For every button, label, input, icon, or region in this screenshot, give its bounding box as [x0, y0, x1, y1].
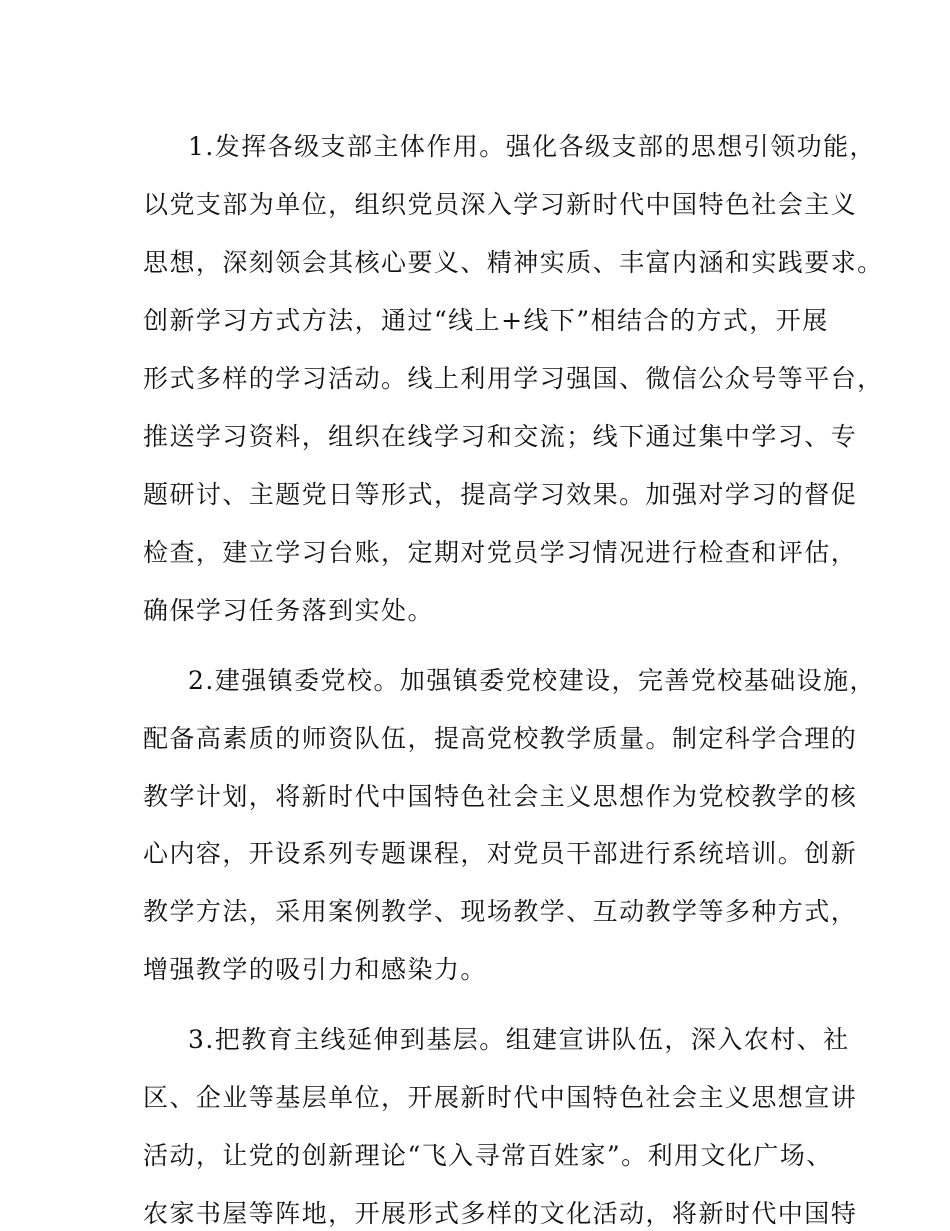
paragraph-line: 教学方法，采用案例教学、现场教学、互动教学等多种方式，	[143, 897, 858, 926]
paragraph-line: 教学计划，将新时代中国特色社会主义思想作为党校教学的核	[143, 782, 858, 811]
paragraph-line: 检查，建立学习台账，定期对党员学习情况进行检查和评估，	[143, 538, 858, 567]
paragraph-line: 题研讨、主题党日等形式，提高学习效果。加强对学习的督促	[143, 480, 858, 509]
paragraph-line: 增强教学的吸引力和感染力。	[143, 955, 487, 984]
paragraph-line: 区、企业等基层单位，开展新时代中国特色社会主义思想宣讲	[143, 1083, 858, 1112]
paragraph-line: 推送学习资料，组织在线学习和交流；线下通过集中学习、专	[143, 422, 858, 451]
paragraph-line: 配备高素质的师资队伍，提高党校教学质量。制定科学合理的	[143, 724, 858, 753]
paragraph-line: 形式多样的学习活动。线上利用学习强国、微信公众号等平台，	[143, 364, 884, 393]
paragraph-line: 2.建强镇委党校。加强镇委党校建设，完善党校基础设施，	[188, 666, 877, 695]
paragraph-line: 1.发挥各级支部主体作用。强化各级支部的思想引领功能，	[188, 132, 877, 161]
paragraph-line: 心内容，开设系列专题课程，对党员干部进行系统培训。创新	[143, 839, 858, 868]
paragraph-line: 以党支部为单位，组织党员深入学习新时代中国特色社会主义	[143, 190, 858, 219]
paragraph-line: 确保学习任务落到实处。	[143, 596, 434, 625]
paragraph-line: 农家书屋等阵地，开展形式多样的文化活动，将新时代中国特	[143, 1199, 858, 1228]
paragraph-line: 思想，深刻领会其核心要义、精神实质、丰富内涵和实践要求。	[143, 248, 884, 277]
paragraph-line: 活动，让党的创新理论“飞入寻常百姓家”。利用文化广场、	[143, 1141, 833, 1170]
paragraph-line: 3.把教育主线延伸到基层。组建宣讲队伍，深入农村、社	[188, 1025, 850, 1054]
paragraph-line: 创新学习方式方法，通过“线上+线下”相结合的方式，开展	[143, 306, 829, 335]
